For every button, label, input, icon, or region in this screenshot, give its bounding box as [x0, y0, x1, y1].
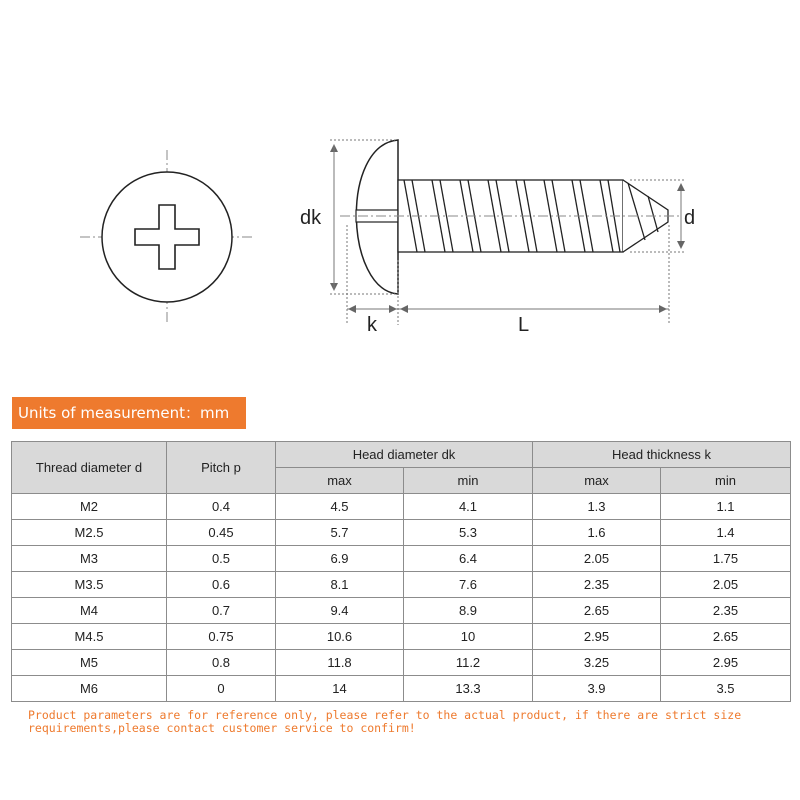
table-cell: 13.3	[404, 676, 533, 702]
table-row	[12, 572, 791, 598]
table-cell: M6	[12, 676, 167, 702]
table-cell: 6.9	[276, 546, 404, 572]
screw-technical-drawing	[0, 0, 800, 380]
table-cell: 1.75	[661, 546, 791, 572]
table-cell: 3.5	[661, 676, 791, 702]
table-cell: 2.95	[661, 650, 791, 676]
table-cell: 2.05	[533, 546, 661, 572]
table-cell: M2.5	[12, 520, 167, 546]
table-cell: 11.2	[404, 650, 533, 676]
table-cell: 3.25	[533, 650, 661, 676]
table-cell: 0.6	[167, 572, 276, 598]
table-cell: 9.4	[276, 598, 404, 624]
table-cell: 11.8	[276, 650, 404, 676]
table-row	[12, 676, 791, 702]
table-cell: 0	[167, 676, 276, 702]
table-cell: 3.9	[533, 676, 661, 702]
table-row	[12, 494, 791, 520]
table-cell: 0.75	[167, 624, 276, 650]
header-dk-min: min	[404, 468, 533, 494]
header-k-max: max	[533, 468, 661, 494]
spec-table-body	[12, 494, 791, 702]
table-cell: 2.65	[661, 624, 791, 650]
table-cell: 1.1	[661, 494, 791, 520]
table-cell: 5.3	[404, 520, 533, 546]
table-cell: 1.6	[533, 520, 661, 546]
table-cell: 2.35	[661, 598, 791, 624]
table-cell: 2.35	[533, 572, 661, 598]
header-k-min: min	[661, 468, 791, 494]
table-row	[12, 624, 791, 650]
table-cell: M3	[12, 546, 167, 572]
table-row	[12, 650, 791, 676]
table-cell: 5.7	[276, 520, 404, 546]
table-cell: M5	[12, 650, 167, 676]
table-row	[12, 598, 791, 624]
table-cell: 10.6	[276, 624, 404, 650]
screw-side-view	[340, 140, 680, 294]
header-head-diameter: Head diameter dk	[276, 442, 533, 468]
table-cell: 0.5	[167, 546, 276, 572]
table-row	[12, 520, 791, 546]
table-cell: 2.65	[533, 598, 661, 624]
spec-table-header	[12, 442, 791, 494]
d-label: d	[684, 207, 696, 229]
table-cell: 1.4	[661, 520, 791, 546]
dk-label: dk	[300, 207, 322, 229]
footnote-line-2: requirements,please contact customer service to confirm!	[28, 721, 416, 735]
table-cell: 0.45	[167, 520, 276, 546]
table-cell: 10	[404, 624, 533, 650]
table-cell: M4.5	[12, 624, 167, 650]
table-cell: 6.4	[404, 546, 533, 572]
table-cell: M2	[12, 494, 167, 520]
k-label: k	[367, 314, 377, 336]
head-top-view	[80, 150, 255, 325]
spec-table	[11, 441, 791, 702]
table-cell: 8.1	[276, 572, 404, 598]
table-cell: 2.05	[661, 572, 791, 598]
table-row	[12, 546, 791, 572]
table-cell: M4	[12, 598, 167, 624]
footnote-line-1: Product parameters are for reference only, please refer to the actual product, if there are strict size	[28, 708, 742, 722]
header-thread-diameter: Thread diameter d	[12, 442, 167, 494]
table-cell: 0.8	[167, 650, 276, 676]
table-cell: 8.9	[404, 598, 533, 624]
table-cell: M3.5	[12, 572, 167, 598]
table-cell: 0.7	[167, 598, 276, 624]
L-label: L	[518, 314, 530, 336]
header-dk-max: max	[276, 468, 404, 494]
table-cell: 14	[276, 676, 404, 702]
table-cell: 1.3	[533, 494, 661, 520]
table-cell: 4.5	[276, 494, 404, 520]
header-pitch: Pitch p	[167, 442, 276, 494]
header-head-thickness: Head thickness k	[533, 442, 791, 468]
table-cell: 7.6	[404, 572, 533, 598]
disclaimer-footnote	[28, 709, 788, 735]
table-cell: 0.4	[167, 494, 276, 520]
table-cell: 4.1	[404, 494, 533, 520]
table-cell: 2.95	[533, 624, 661, 650]
units-banner: Units of measurement：mm	[12, 397, 246, 429]
